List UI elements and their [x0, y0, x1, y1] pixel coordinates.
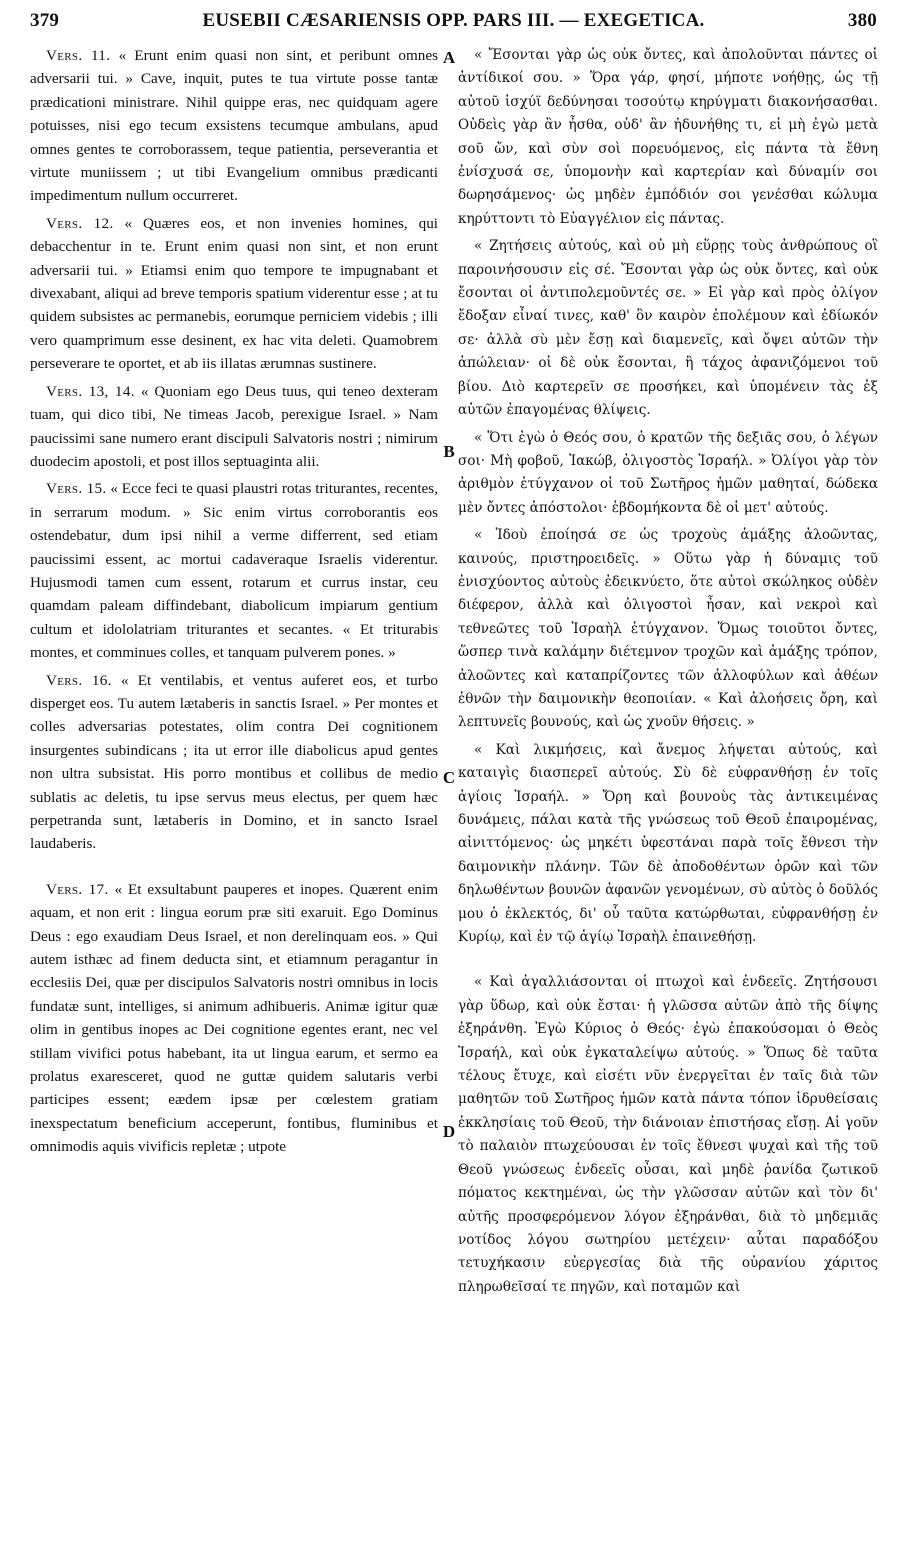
greek-paragraph: « Ὅτι ἐγὼ ὁ Θεός σου, ὁ κρατῶν τῆς δεξιᾶς σου, ὁ λέγων σοι· Μὴ φοβοῦ, Ἰακώβ, ὀλιγοστὸς Ἰσραήλ. » Ὀλίγοι γὰρ τὸν ἀριθμὸν ἐτύγχανον οἱ τοῦ Σωτῆρος ἡμῶν μαθηταί, δώδεκα μὲν ὄντες ἀπόστολοι· ἑβδομήκοντα δὲ οἱ μετ' αὐτούς.: [458, 429, 878, 516]
margin-marker-d: D: [442, 1122, 456, 1141]
latin-text: « Quæres eos, et non invenies homines, qui debacchentur in te. Erunt enim quasi non sint, et non erunt adversarii tui. » Etiamsi enim quo tempore te impugnabant et divexabant, aliqui ad breve temporis spatium viderentur esse ; at tu quidem subsistes ac permanebis, eorumque perniciem videbis ; illi vero quamprimum esse desinent, ex hac vita deleti. Quamobrem perseverare te oportet, et ab iis illatas ærumnas sustinere.: [30, 214, 439, 373]
latin-text: « Ecce feci te quasi plaustri rotas triturantes, recentes, in serrarum modum. » Sic enim virtus corroborantis eos ostendebatur, dum ipsi nihil a verme differrent, sed etiam paucissimi essent, ac mortui cadaveraque Israelis viderentur. Hujusmodi tamen cum essent, rotarum et currus instar, ceu quamdam paleam diffindebant, diabolicum impiarum gentium cultum et idololatriam triturantes et secantes. « Et triturabis montes, et comminues colles, et tanquam pulverem pones. »: [30, 480, 439, 662]
latin-paragraph: [30, 477, 438, 664]
section-gap: [30, 860, 438, 878]
latin-column: [30, 44, 438, 1163]
latin-paragraph: [30, 878, 438, 1159]
latin-text: « Et ventilabis, et ventus auferet eos, et turbo disperget eos. Tu autem lætaberis in sanctis Israel. » Per montes et colles adversarias potestates, olim contra Dei cognitionem insurgentes subindicans ; ita ut error ille diabolicus apud gentes non ultra subsistat. His porro montibus et collibus de medio sublatis ac deletis, tu ipse servus meus electus, per quem hæc perpetranda sunt, lætaberis in Domino, et in sancto Israel laudaberis.: [30, 671, 439, 853]
greek-paragraph: « Ζητήσεις αὐτούς, καὶ οὐ μὴ εὕρῃς τοὺς ἀνθρώπους οἳ παροινήσουσιν εἰς σέ. Ἔσονται γὰρ ὡς οὐκ ὄντες, καὶ οὐκ ἔσονται οἱ ἀντιπολεμοῦντές σε. » Εἰ γὰρ καὶ πρὸς ὀλίγον ἔδοξαν εἶναί τινες, καθ' ὃν καιρὸν ἐπολέμουν καὶ ἐδίωκόν σε· ἀλλὰ σὺ μὲν ἔσῃ καὶ διαμενεῖς, καὶ ὄψει αὐτῶν τὴν ἀπώλειαν· οἱ δὲ οὐκ ἔσονται, ἢ τάχος ἀφανιζόμενοι τοῦ βίου. Διὸ καρτερεῖν σε προσήκει, καὶ ὑπομένειν τὰς ἐξ αὐτῶν ἐπαγομένας θλίψεις.: [458, 238, 878, 419]
verse-label: Vers. 12.: [46, 214, 114, 232]
section-gap: [458, 953, 878, 971]
latin-text: « Et exsultabunt pauperes et inopes. Quærent enim aquam, et non erit : lingua eorum præ siti exaruit. Ego Dominus Deus : ego exaudiam Deus Israel, et non derelinquam eos. » Qui autem isthæc ad finem deducta sint, et etiamnum peragantur in ecclesiis Dei, quæ per discipulos Salvatoris nostri omnibus in locis fundatæ sunt, intelliges, si animum adhibueris. Animæ igitur quæ olim in gentibus inopes ac Dei cognitione egentes erant, nec vel stillam vivifici potus habebant, ita ut lingua earum, et sermo ea prolatus exaresceret, quod ne guttæ quidem salutaris verbi participes essent; eædem ipsæ per cœlestem gratiam inexspectatum beneficium acceperunt, fontibus, fluminibus et omnimodis aquis vivificis repletæ ; utpote: [30, 880, 439, 1156]
latin-paragraph: [30, 669, 438, 856]
margin-marker-b: B: [443, 442, 455, 461]
greek-paragraph: « Καὶ ἀγαλλιάσονται οἱ πτωχοὶ καὶ ἐνδεεῖς. Ζητήσουσι γὰρ ὕδωρ, καὶ οὐκ ἔσται· ἡ γλῶσσα αὐτῶν ἀπὸ τῆς δίψης ἐξηράνθη. Ἐγὼ Κύριος ὁ Θεός· ἐγὼ ἐπακούσομαι ὁ Θεὸς Ἰσραήλ, καὶ οὐκ ἐγκαταλείψω αὐτούς. » Ὅπως δὲ ταῦτα τέλους ἔτυχε, καὶ εἰσέτι νῦν ἐνεργεῖται ἐν ταῖς διὰ τῶν μαθητῶν τοῦ Σωτῆρος ἡμῶν κατὰ πάντα τόπον ἱδρυθείσαις ἐκκλησίαις τοῦ Θεοῦ, τὴν διάνοιαν ἐπιστήσας εἴσῃ. Αἱ γοῦν τὸ παλαιὸν πτωχεύουσαι ἐν τοῖς ἔθνεσι ψυχαὶ καὶ τῆς τοῦ Θεοῦ γνώσεως ἐνδεεῖς οὖσαι, καὶ μηδὲ ῥανίδα ζωτικοῦ πόματος κεκτημέναι, ὡς τὴν γλῶσσαν αὐτῶν καὶ τὸν δι' αὐτῆς προσφερόμενον λόγον ἐξηράνθαι, διὰ τὸ μηδεμιᾶς νοτίδος λόγου σωτηρίου μετέχειν· αὗται παραδόξου τετυχήκασιν εὐεργεσίας διὰ τῆς οὐρανίου χάριτος πληρωθεῖσαί τε πηγῶν, καὶ ποταμῶν καὶ: [458, 974, 878, 1295]
latin-text: « Erunt enim quasi non sint, et peribunt omnes adversarii tui. » Cave, inquit, putes te tua virtute posse tantæ prædicationi ministrare. Nihil quippe eras, nec quidquam agere potuisses, nisi ego tecum exsistens tecumque ambulans, apud omnes gentes te corroborassem, teque patientia, perseverantia et virtute muniissem ; ut tibi Evangelium omnibus prædicanti impedimentum nullum occurreret.: [30, 47, 439, 205]
verse-label: Vers. 16.: [46, 671, 112, 689]
latin-paragraph: [30, 212, 438, 376]
greek-column: [458, 44, 878, 1303]
greek-paragraph: « Καὶ λικμήσεις, καὶ ἄνεμος λήψεται αὐτούς, καὶ καταιγὶς διασπερεῖ αὐτούς. Σὺ δὲ εὐφρανθήσῃ ἐν τοῖς ἁγίοις Ἰσραήλ. » Ὄρη καὶ βουνοὺς τὰς ἀντικειμένας δυνάμεις, πάλαι κατὰ τῆς γνώσεως τοῦ Θεοῦ ἐπαιρομένας, αἰνιττόμενος· ὡς μηκέτι ὑφεστάναι παρὰ τοῖς ἔθνεσι τὴν δαιμονικὴν πλάνην. Τῶν δὲ ἀποδοθέντων ὀρῶν καὶ τῶν δηλωθέντων βουνῶν ἀφανῶν γενομένων, σὺ αὐτὸς ὁ δοῦλός μου ὁ ἐκλεκτός, δι' οὗ ταῦτα κατώρθωται, εὐφρανθήσῃ ἐν Κυρίῳ, καὶ ἐν τῷ ἁγίῳ Ἰσραὴλ ἐπαινεθήσῃ.: [458, 741, 878, 946]
page-number-right: 380: [847, 10, 877, 31]
verse-label: Vers. 17.: [46, 880, 109, 898]
greek-paragraph: « Ἰδοὺ ἐποίησά σε ὡς τροχοὺς ἁμάξης ἀλοῶντας, καινούς, πριστηροειδεῖς. » Οὕτω γὰρ ἡ δύναμις τοῦ ἐνισχύοντος αὐτοὺς ἐδεικνύετο, ὅτε αὐτοὶ σκώληκος οὐδὲν διέφερον, ἀλλὰ καὶ ὀλιγοστοὶ ἦσαν, καὶ νεκροὶ καὶ τεθνεῶτες τοῦ Ἰσραὴλ ἐτύγχανον. Ὅμως τοιοῦτοι ὄντες, ὥσπερ τινὰ καλάμην διέτεμνον τροχῶν καὶ ἁμάξης τρόπον, ἀλοῶντες καὶ καταπρίζοντες τῶν ἀλλοφύλων καὶ ἀθέων ἐθνῶν τὴν δαιμονικὴν θεοποιίαν. « Καὶ ἀλοήσεις ὄρη, καὶ λεπτυνεῖς βουνούς, καὶ ὡς χνοῦν θήσεις. »: [458, 527, 878, 731]
verse-label: Vers. 11.: [46, 47, 111, 64]
verse-label: Vers. 15.: [46, 480, 107, 498]
latin-paragraph: [30, 380, 438, 474]
margin-marker-c: C: [442, 768, 456, 787]
running-head: [30, 10, 877, 36]
running-title: EUSEBII CÆSARIENSIS OPP. PARS III. — EXEGETICA.: [202, 10, 705, 31]
greek-paragraph: « Ἔσονται γὰρ ὡς οὐκ ὄντες, καὶ ἀπολοῦνται πάντες οἱ ἀντίδικοί σου. » Ὅρα γάρ, φησί, μήποτε νοήθῃς, ὡς τῇ αὐτοῦ ἰσχύϊ δεδύνησαι τοσούτῳ κηρύγματι διακονήσασθαι. Οὐδεὶς γὰρ ἂν ἦσθα, οὐδ' ἂν ἠδυνήθης τι, εἰ μὴ ἐγὼ μετὰ σοῦ ὤν, καὶ σὺν σοὶ πορευόμενος, εἰς πάντα τὰ ἔθνη ἐνίσχυσά σε, ὑπομονὴν καὶ καρτερίαν καὶ δύναμίν σοι δωρησάμενος· ὡς μηδὲν ἐμπόδιόν σοι γενέσθαι κώλυμα κηρύττοντι τὸ Εὐαγγέλιον εἰς πάντας.: [458, 47, 878, 227]
verse-label: Vers. 13, 14.: [46, 382, 135, 400]
margin-marker-a: A: [442, 48, 456, 67]
latin-paragraph: [30, 44, 438, 208]
latin-text: « Quoniam ego Deus tuus, qui teneo dexteram tuam, qui dico tibi, Ne timeas Jacob, perexigue Israel. » Nam paucissimi sane numero erant discipuli Salvatoris nostri ; nimirum duodecim apostoli, et post illos septuaginta alii.: [30, 382, 439, 470]
page-number-left: 379: [30, 10, 60, 31]
